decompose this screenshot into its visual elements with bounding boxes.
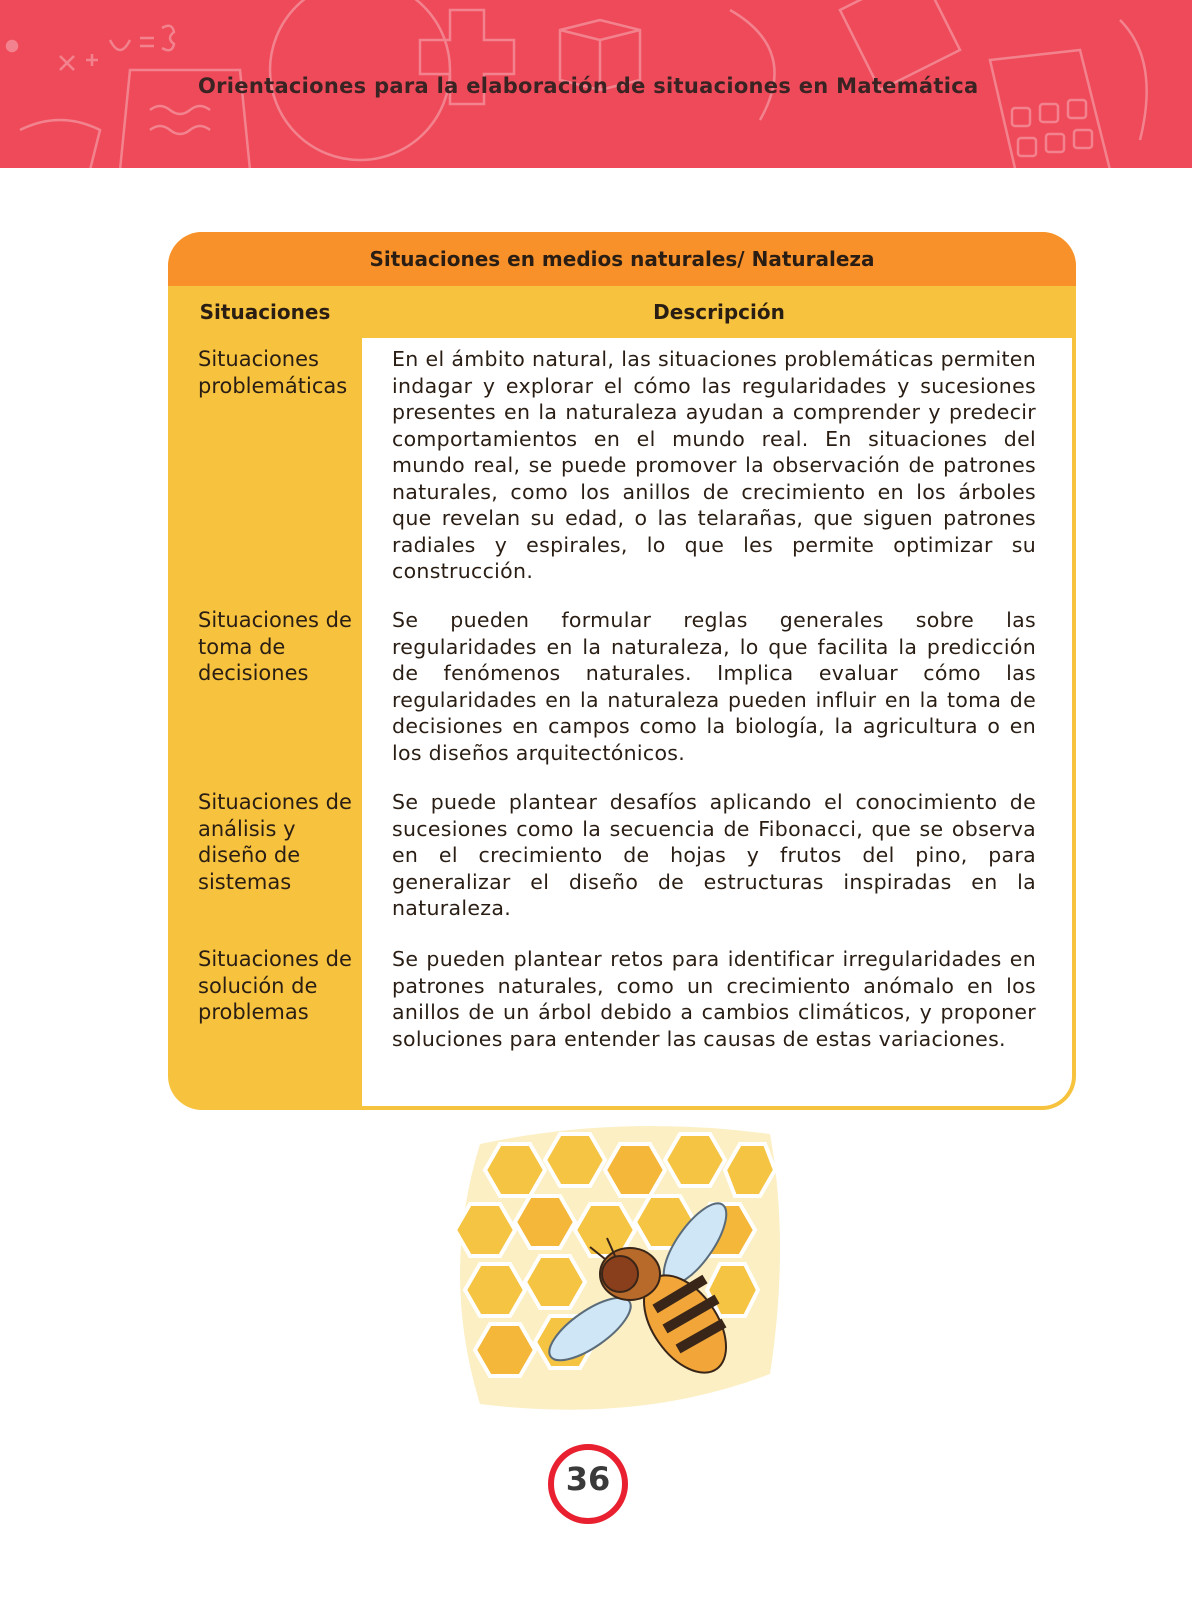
row-situacion-label: Situaciones problemáticas — [198, 347, 348, 398]
bee-honeycomb-illustration — [440, 1124, 800, 1424]
page-header — [0, 0, 1192, 168]
row-situacion-label: Situaciones de análisis y diseño de sistemas — [198, 790, 352, 894]
row-situacion-label: Situaciones de toma de decisiones — [198, 608, 352, 685]
header-title: Orientaciones para la elaboración de situaciones en Matemática — [198, 74, 979, 98]
row-description: En el ámbito natural, las situaciones problemáticas permiten indagar y explorar el cómo las regularidades y sucesiones presentes en la naturaleza ayudan a comprender y predecir comportamientos en el mundo real. En situaciones del mundo real, se puede promover la observación de patrones naturales, como los anillos de crecimiento en los árboles que revelan su edad, o las telarañas, que siguen patrones radiales y espirales, lo que les permite optimizar su construcción. — [392, 347, 1036, 583]
row-description: Se puede plantear desafíos aplicando el conocimiento de sucesiones como la secuencia de Fibonacci, que se observa en el crecimiento de hojas y frutos del pino, para generalizar el diseño de estructuras inspiradas en la naturaleza. — [392, 790, 1036, 920]
row-description: Se pueden formular reglas generales sobre las regularidades en la naturaleza, lo que facilita la predicción de fenómenos naturales. Implica evaluar cómo las regularidades en la naturaleza pueden influir en la toma de decisiones en campos como la biología, la agricultura o en los diseños arquitectónicos. — [392, 608, 1036, 765]
column-header-descripcion: Descripción — [653, 300, 785, 324]
row-situacion-label: Situaciones de solución de problemas — [198, 947, 352, 1024]
column-header-situaciones: Situaciones — [199, 300, 331, 324]
row-description: Se pueden plantear retos para identificar irregularidades en patrones naturales, como un crecimiento anómalo en los anillos de un árbol debido a cambios climáticos, y proponer soluciones para entender las causas de estas variaciones. — [392, 947, 1036, 1051]
page-number: 36 — [565, 1460, 611, 1498]
table-title: Situaciones en medios naturales/ Naturaleza — [168, 232, 1076, 286]
situations-table — [168, 232, 1076, 1110]
